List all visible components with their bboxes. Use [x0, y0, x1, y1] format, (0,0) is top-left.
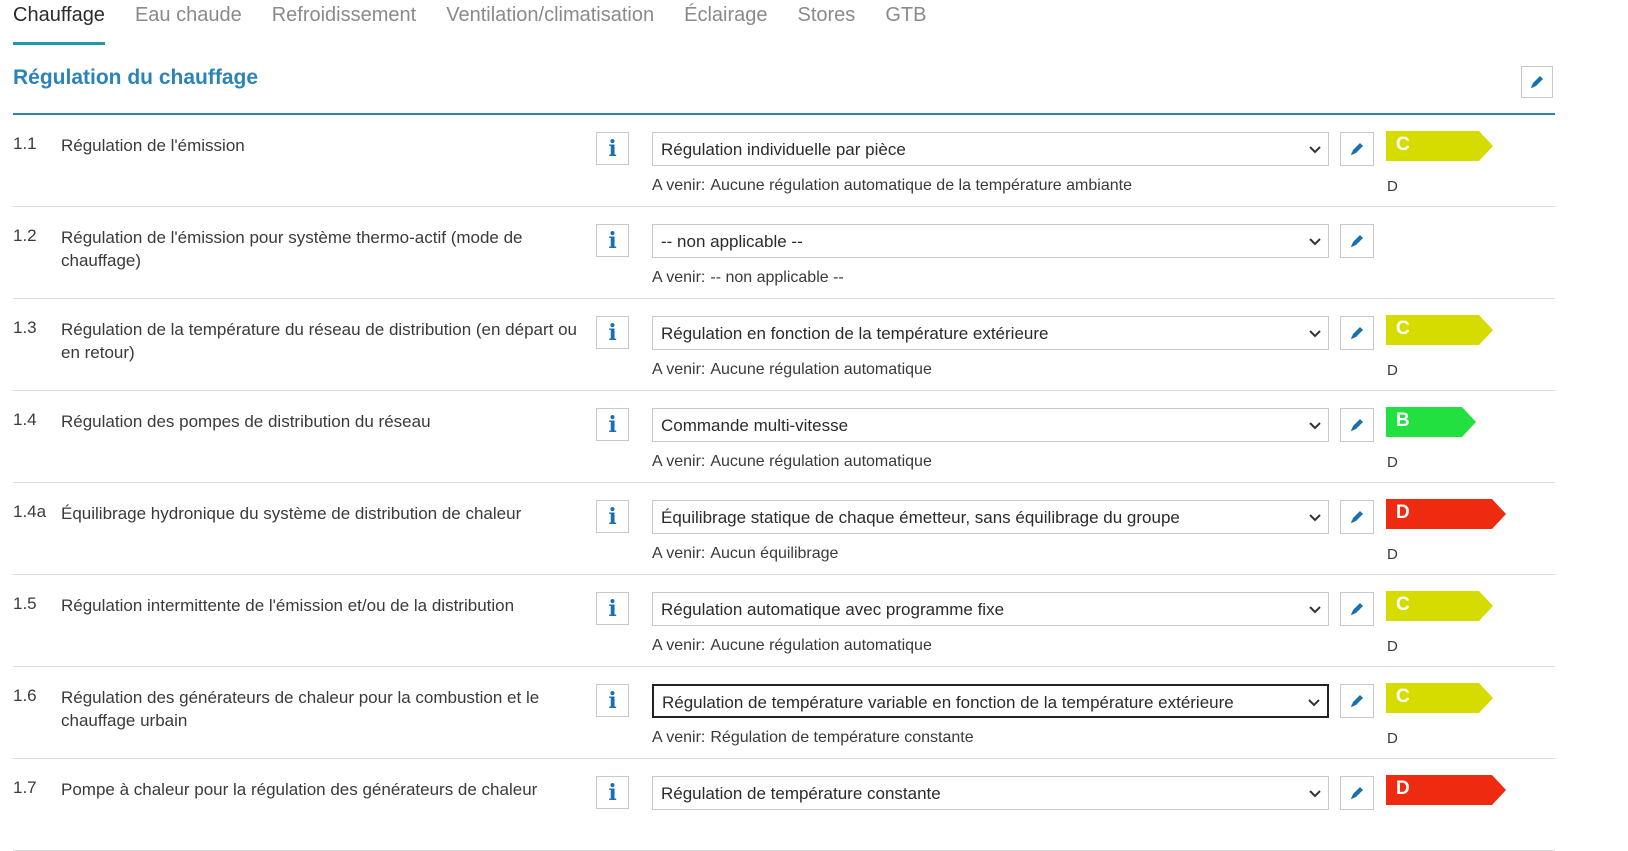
info-button[interactable]	[596, 500, 629, 533]
criterion-row	[13, 759, 1555, 851]
pencil-icon	[1348, 508, 1366, 526]
future-value: Aucune régulation automatique	[710, 453, 932, 470]
criterion-number: 1.4	[13, 410, 37, 429]
select-value: Régulation individuelle par pièce	[661, 140, 906, 159]
criterion-row	[13, 575, 1555, 667]
criterion-label: Régulation de l'émission pour système thermo-actif (mode de chauffage)	[61, 228, 523, 270]
info-icon: i	[608, 227, 617, 254]
info-icon: i	[608, 503, 617, 530]
future-grade: D	[1387, 546, 1398, 563]
tab-refroidissement[interactable]: Refroidissement	[271, 4, 417, 26]
criterion-select[interactable]	[652, 776, 1329, 810]
criteria-list	[0, 115, 1628, 851]
info-icon: i	[608, 411, 617, 438]
future-value: Aucune régulation automatique	[710, 361, 932, 378]
chevron-down-icon	[1308, 418, 1322, 432]
grade-letter: D	[1396, 778, 1410, 799]
pencil-icon	[1528, 73, 1546, 91]
pencil-icon	[1348, 416, 1366, 434]
future-value: Aucune régulation automatique	[710, 637, 932, 654]
criterion-label: Régulation de la température du réseau de distribution (en départ ou en retour)	[61, 320, 578, 362]
grade-badge	[1386, 407, 1476, 437]
info-button[interactable]	[596, 592, 629, 625]
grade-letter: C	[1396, 318, 1410, 339]
grade-letter: C	[1396, 686, 1410, 707]
select-value: Régulation en fonction de la température extérieure	[661, 324, 1049, 343]
future-grade: D	[1387, 178, 1398, 195]
select-value: Régulation de température variable en fonction de la température extérieure	[662, 693, 1234, 712]
criterion-select[interactable]	[652, 408, 1329, 442]
criterion-label: Régulation des pompes de distribution du réseau	[61, 412, 431, 431]
future-requirement	[652, 269, 844, 287]
criterion-row	[13, 115, 1555, 207]
criterion-label: Équilibrage hydronique du système de distribution de chaleur	[61, 504, 522, 523]
criterion-label: Pompe à chaleur pour la régulation des générateurs de chaleur	[61, 780, 538, 799]
section-title: Régulation du chauffage	[13, 66, 259, 89]
criterion-row	[13, 299, 1555, 391]
grade-badge	[1386, 499, 1506, 529]
edit-button[interactable]	[1340, 316, 1374, 350]
edit-button[interactable]	[1340, 132, 1374, 166]
edit-button[interactable]	[1340, 224, 1374, 258]
info-button[interactable]	[596, 224, 629, 257]
criterion-label: Régulation des générateurs de chaleur pour la combustion et le chauffage urbain	[61, 688, 540, 730]
pencil-icon	[1348, 140, 1366, 158]
grade-badge	[1386, 131, 1493, 161]
future-value: Aucun équilibrage	[710, 545, 839, 562]
pencil-icon	[1348, 784, 1366, 802]
grade-letter: D	[1396, 502, 1410, 523]
edit-button[interactable]	[1340, 776, 1374, 810]
grade-badge	[1386, 683, 1493, 713]
edit-button[interactable]	[1340, 592, 1374, 626]
criterion-select[interactable]	[652, 500, 1329, 534]
grade-badge	[1386, 775, 1506, 805]
future-prefix: A venir:	[652, 453, 706, 470]
criterion-number: 1.4a	[13, 502, 47, 521]
criterion-label: Régulation intermittente de l'émission et/ou de la distribution	[61, 596, 515, 615]
future-requirement	[652, 453, 932, 471]
future-grade: D	[1387, 454, 1398, 471]
future-value: Régulation de température constante	[710, 729, 974, 746]
future-requirement	[652, 361, 932, 379]
future-prefix: A venir:	[652, 637, 706, 654]
future-requirement	[652, 729, 974, 747]
chevron-down-icon	[1308, 602, 1322, 616]
info-button[interactable]	[596, 684, 629, 717]
info-icon: i	[608, 595, 617, 622]
future-requirement	[652, 545, 838, 563]
criterion-number: 1.7	[13, 778, 37, 797]
criterion-select[interactable]	[652, 132, 1329, 166]
grade-letter: C	[1396, 134, 1410, 155]
select-value: Commande multi-vitesse	[661, 416, 849, 435]
grade-letter: C	[1396, 594, 1410, 615]
pencil-icon	[1348, 692, 1366, 710]
pencil-icon	[1348, 324, 1366, 342]
future-prefix: A venir:	[652, 361, 706, 378]
chevron-down-icon	[1308, 510, 1322, 524]
info-icon: i	[608, 687, 617, 714]
future-value: Aucune régulation automatique de la température ambiante	[710, 177, 1132, 194]
criterion-select[interactable]	[652, 684, 1329, 718]
edit-button[interactable]	[1340, 500, 1374, 534]
info-icon: i	[608, 135, 617, 162]
grade-badge	[1386, 591, 1493, 621]
criterion-row	[13, 667, 1555, 759]
chevron-down-icon	[1308, 142, 1322, 156]
tab-chauffage[interactable]: Chauffage	[13, 0, 105, 45]
select-value: Équilibrage statique de chaque émetteur, sans équilibrage du groupe	[661, 508, 1180, 527]
future-prefix: A venir:	[652, 269, 706, 286]
grade-letter: B	[1396, 410, 1410, 431]
chevron-down-icon	[1308, 326, 1322, 340]
select-value: Régulation automatique avec programme fixe	[661, 600, 1005, 619]
criterion-row	[13, 483, 1555, 575]
select-value: Régulation de température constante	[661, 784, 941, 803]
chevron-down-icon	[1308, 786, 1322, 800]
info-button[interactable]	[596, 408, 629, 441]
future-prefix: A venir:	[652, 545, 706, 562]
criterion-select[interactable]	[652, 224, 1329, 258]
tab-ventilation-climatisation[interactable]: Ventilation/climatisation	[446, 4, 655, 26]
criterion-number: 1.6	[13, 686, 37, 705]
edit-button[interactable]	[1340, 408, 1374, 442]
grade-badge	[1386, 315, 1493, 345]
criterion-row	[13, 391, 1555, 483]
future-requirement	[652, 177, 1132, 195]
info-button[interactable]	[596, 776, 629, 809]
tab-bar	[13, 0, 956, 44]
tab-eclairage[interactable]: Éclairage	[684, 4, 768, 26]
future-value: -- non applicable --	[710, 269, 844, 286]
criterion-label: Régulation de l'émission	[61, 136, 245, 155]
tab-stores[interactable]: Stores	[797, 4, 856, 26]
future-grade: D	[1387, 730, 1398, 747]
edit-button[interactable]	[1340, 684, 1374, 718]
info-button[interactable]	[596, 316, 629, 349]
criterion-select[interactable]	[652, 316, 1329, 350]
info-button[interactable]	[596, 132, 629, 165]
future-requirement	[652, 637, 932, 655]
tab-gtb[interactable]: GTB	[885, 4, 927, 26]
select-value: -- non applicable --	[661, 232, 803, 251]
chevron-down-icon	[1308, 234, 1322, 248]
criterion-row	[13, 207, 1555, 299]
future-prefix: A venir:	[652, 177, 706, 194]
criterion-number: 1.3	[13, 318, 37, 337]
future-prefix: A venir:	[652, 729, 706, 746]
criterion-number: 1.1	[13, 134, 37, 153]
info-icon: i	[608, 779, 617, 806]
criterion-select[interactable]	[652, 592, 1329, 626]
section-edit-button[interactable]	[1521, 66, 1553, 98]
criterion-number: 1.2	[13, 226, 37, 245]
info-icon: i	[608, 319, 617, 346]
future-grade: D	[1387, 362, 1398, 379]
future-grade: D	[1387, 638, 1398, 655]
pencil-icon	[1348, 600, 1366, 618]
tab-eau-chaude[interactable]: Eau chaude	[134, 4, 242, 26]
pencil-icon	[1348, 232, 1366, 250]
chevron-down-icon	[1307, 695, 1321, 709]
criterion-number: 1.5	[13, 594, 37, 613]
